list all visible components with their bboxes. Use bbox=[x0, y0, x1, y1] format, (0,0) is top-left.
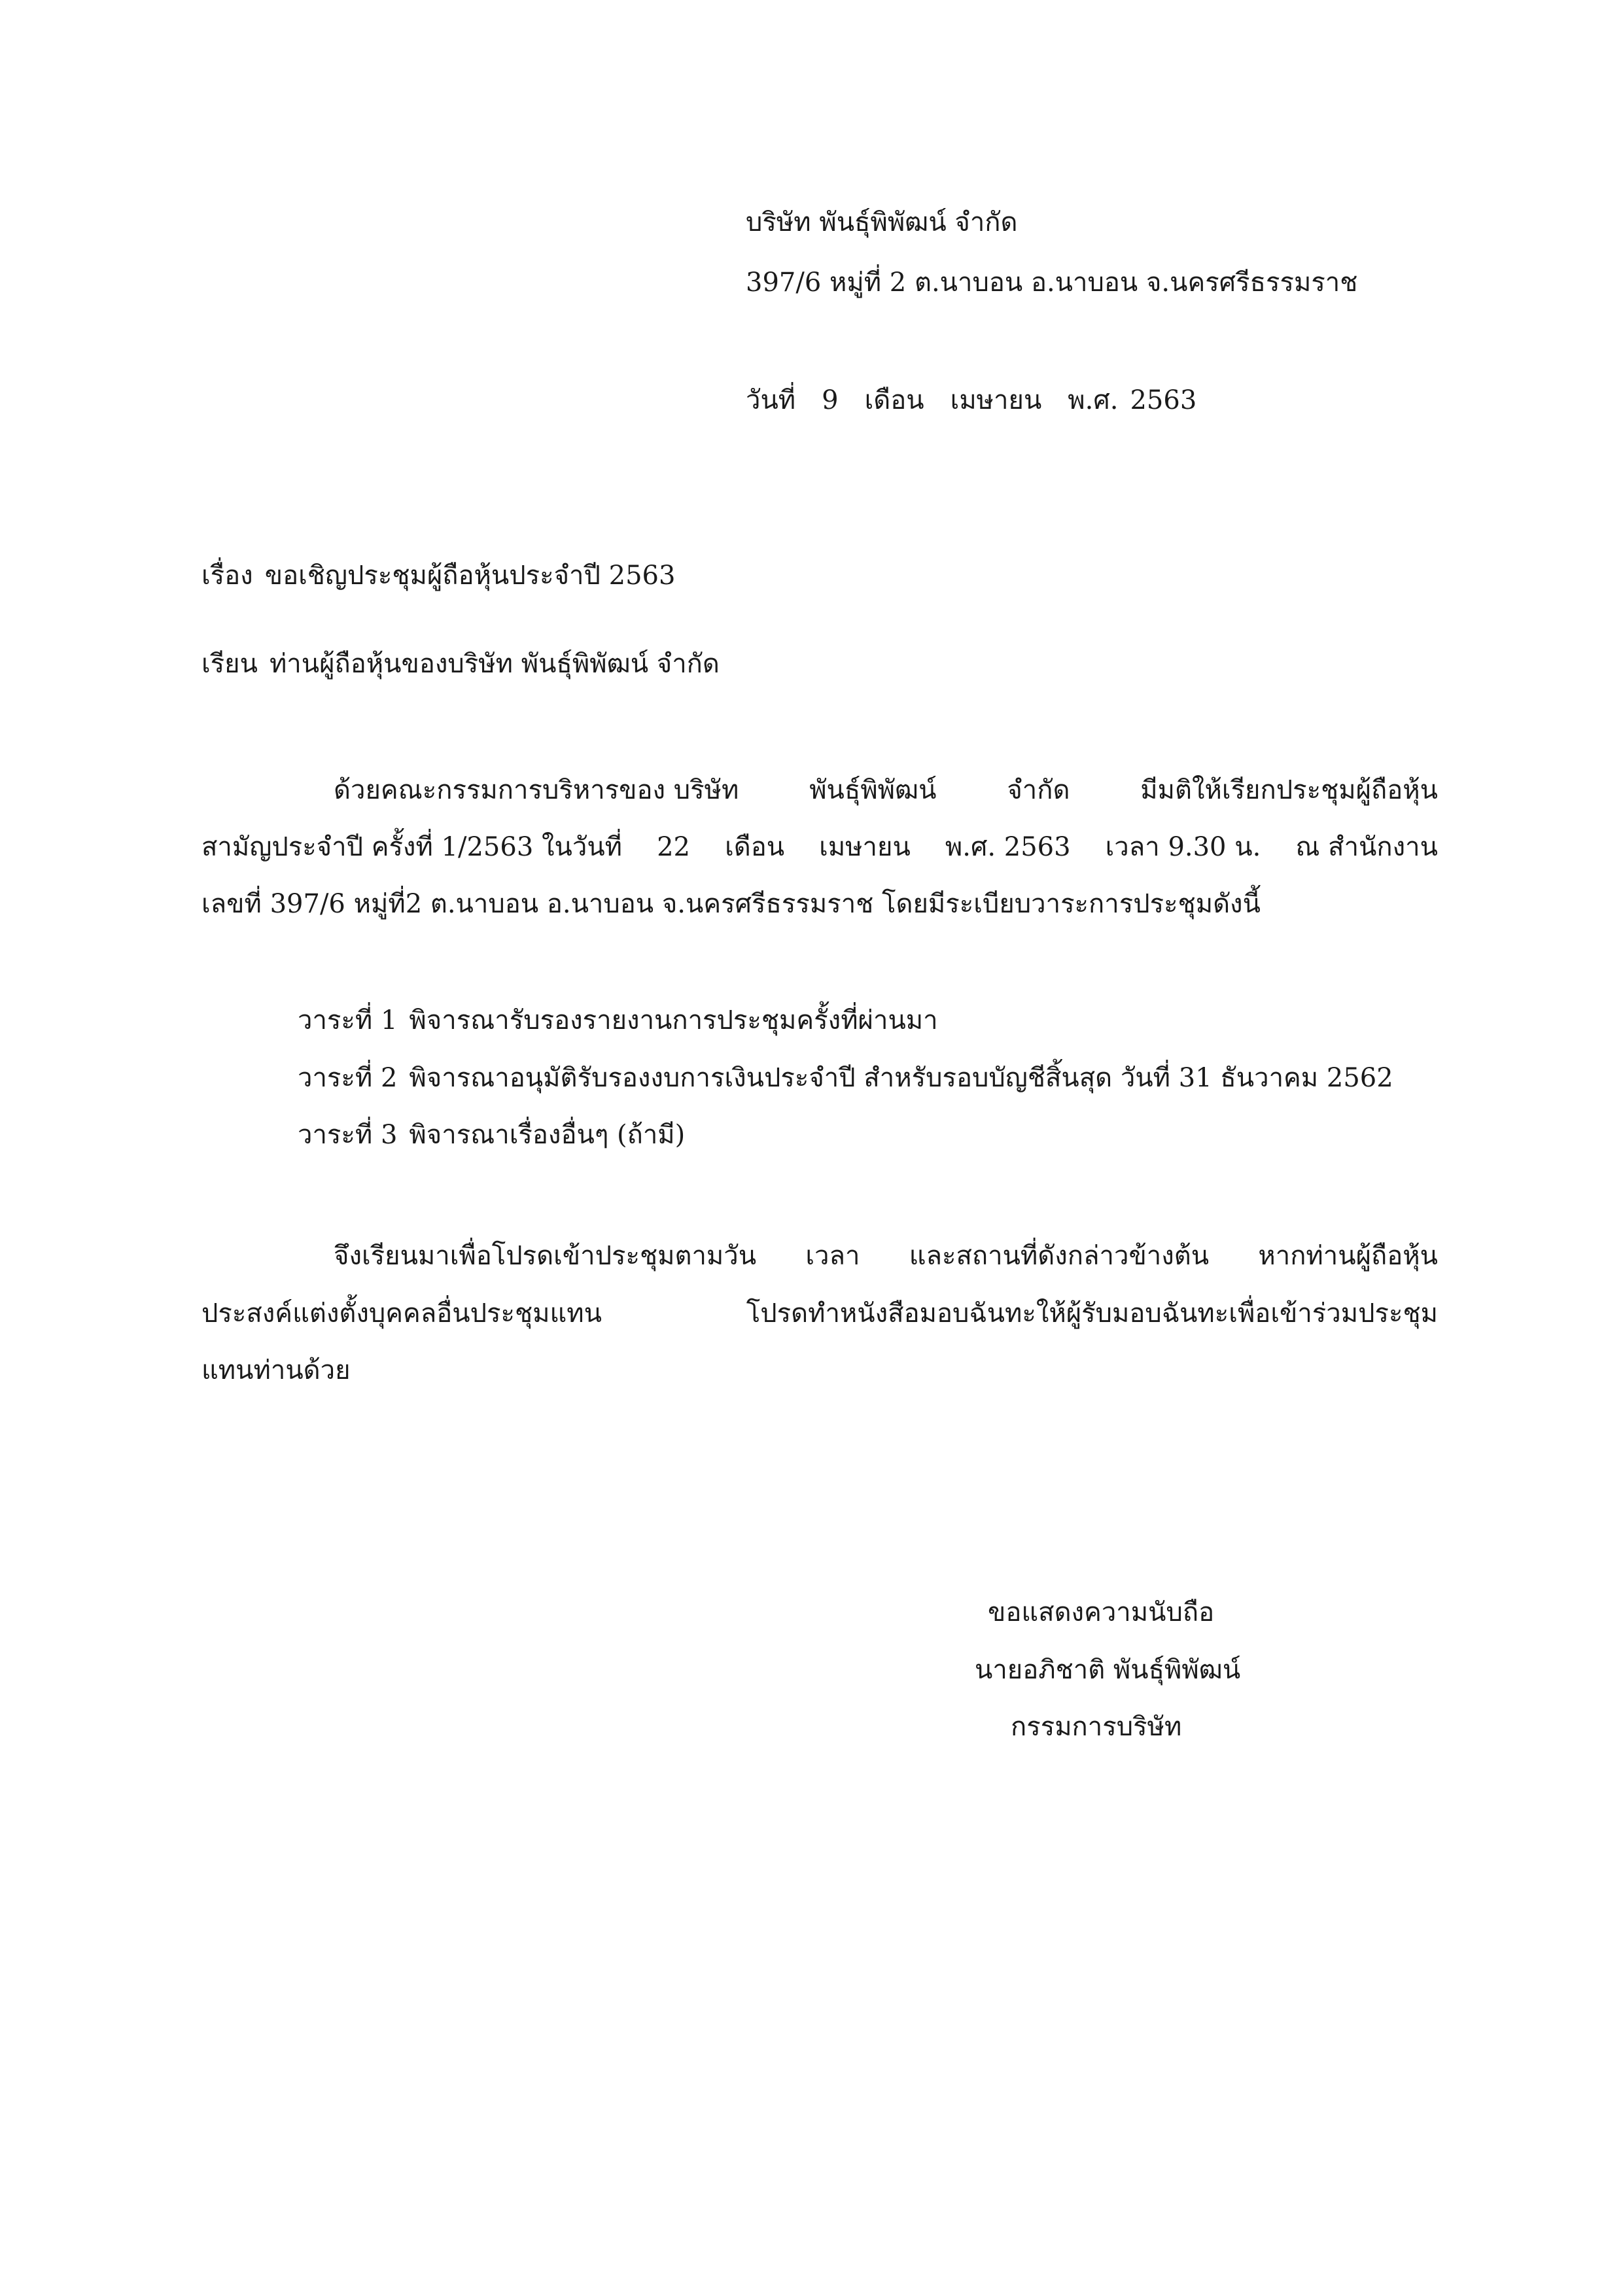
closing-line-2-part: ประสงค์แต่งตั้งบุคคลอื่นประชุมแทน bbox=[201, 1298, 602, 1329]
letter-date bbox=[746, 381, 1196, 420]
closing-line-2-part: โปรดทำหนังสือมอบฉันทะให้ผู้รับมอบฉันทะเพื่อเข้าร่วมประชุม bbox=[746, 1298, 1438, 1329]
agenda-label: วาระที่ 3 bbox=[298, 1120, 398, 1150]
intro-line-1 bbox=[334, 771, 1438, 810]
subject-label: เรื่อง bbox=[201, 561, 253, 591]
closing-line-1-part: หากท่านผู้ถือหุ้น bbox=[1258, 1241, 1438, 1271]
intro-line-2-part: เดือน bbox=[725, 832, 785, 862]
agenda-label: วาระที่ 2 bbox=[298, 1063, 398, 1093]
intro-line-1-part: จำกัด bbox=[1007, 775, 1070, 805]
intro-line-1-part: มีมติให้เรียกประชุมผู้ถือหุ้น bbox=[1140, 775, 1438, 805]
intro-line-2-part: เมษายน bbox=[819, 832, 911, 862]
intro-line-2-part: เวลา 9.30 น. bbox=[1105, 832, 1261, 862]
closing-line-1-part: จึงเรียนมาเพื่อโปรดเข้าประชุมตามวัน bbox=[334, 1241, 757, 1271]
intro-line-2-part: พ.ศ. 2563 bbox=[945, 832, 1071, 862]
signature-name: นายอภิชาติ พันธุ์พิพัฒน์ bbox=[975, 1655, 1241, 1685]
recipient-text: ท่านผู้ถือหุ้นของบริษัท พันธุ์พิพัฒน์ จำกัด bbox=[269, 649, 720, 679]
company-address: 397/6 หมู่ที่ 2 ต.นาบอน อ.นาบอน จ.นครศรีธรรมราช bbox=[746, 268, 1358, 298]
intro-line-2-part: 22 bbox=[657, 832, 690, 862]
agenda-text: พิจารณาอนุมัติรับรองงบการเงินประจำปี สำหรับรอบบัญชีสิ้นสุด วันที่ 31 ธันวาคม 2562 bbox=[409, 1063, 1393, 1093]
date-year: 2563 bbox=[1130, 385, 1197, 415]
closing-line-2 bbox=[201, 1294, 1438, 1333]
agenda-item-2 bbox=[298, 1058, 1393, 1098]
company-name: บริษัท พันธุ์พิพัฒน์ จำกัด bbox=[746, 207, 1018, 237]
signature-title: กรรมการบริษัท bbox=[1011, 1712, 1182, 1742]
intro-line-2-part: สามัญประจำปี ครั้งที่ 1/2563 ในวันที่ bbox=[201, 832, 623, 862]
intro-line-2 bbox=[201, 827, 1438, 867]
subject-text: ขอเชิญประชุมผู้ถือหุ้นประจำปี 2563 bbox=[264, 561, 676, 591]
agenda-item-3 bbox=[298, 1115, 685, 1155]
date-month: เมษายน bbox=[950, 385, 1042, 415]
date-month-label: เดือน bbox=[864, 385, 924, 415]
date-day: 9 bbox=[822, 385, 839, 415]
intro-line-2-part: ณ สำนักงาน bbox=[1295, 832, 1438, 862]
date-year-label: พ.ศ. bbox=[1068, 385, 1119, 415]
agenda-text: พิจารณาเรื่องอื่นๆ (ถ้ามี) bbox=[409, 1120, 686, 1150]
intro-line-1-part: ด้วยคณะกรรมการบริหารของ บริษัท bbox=[334, 775, 739, 805]
closing-line-1-part: เวลา bbox=[805, 1241, 860, 1271]
agenda-label: วาระที่ 1 bbox=[298, 1005, 398, 1035]
agenda-text: พิจารณารับรองรายงานการประชุมครั้งที่ผ่านมา bbox=[409, 1005, 938, 1035]
recipient-label: เรียน bbox=[201, 649, 258, 679]
agenda-item-1 bbox=[298, 1001, 938, 1040]
closing-line-1 bbox=[334, 1236, 1438, 1276]
subject-line bbox=[201, 556, 675, 595]
intro-line-1-part: พันธุ์พิพัฒน์ bbox=[809, 775, 937, 805]
closing-line-3: แทนท่านด้วย bbox=[201, 1355, 351, 1385]
signature-salutation: ขอแสดงความนับถือ bbox=[988, 1597, 1215, 1627]
recipient-line bbox=[201, 644, 720, 684]
closing-line-1-part: และสถานที่ดังกล่าวข้างต้น bbox=[909, 1241, 1210, 1271]
date-day-label: วันที่ bbox=[746, 385, 796, 415]
intro-line-3: เลขที่ 397/6 หมู่ที่2 ต.นาบอน อ.นาบอน จ.นครศรีธรรมราช โดยมีระเบียบวาระการประชุมดังนี้ bbox=[201, 889, 1261, 919]
